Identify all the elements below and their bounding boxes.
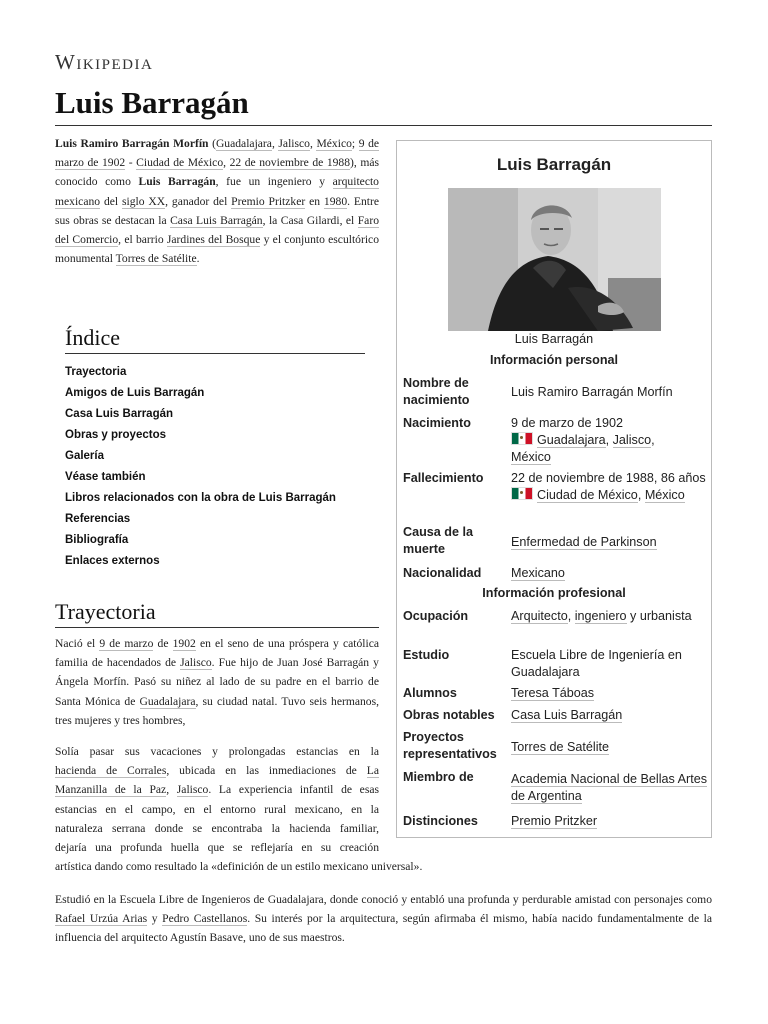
row-label: Causa de la muerte: [403, 525, 473, 556]
trayectoria-paragraph-1: [55, 634, 379, 730]
text: -: [125, 156, 137, 170]
link-birth-year[interactable]: 1902: [172, 637, 196, 650]
toc-item[interactable]: Obras y proyectos: [65, 429, 166, 441]
page-title: Luis Barragán: [55, 85, 249, 120]
lead-paragraph: [55, 134, 379, 268]
link-engineer[interactable]: ingeniero: [574, 609, 627, 623]
row-value: [511, 813, 711, 830]
text-line: estancias en el campo, en el entorno rural mexicano, en la: [55, 802, 379, 816]
link-academy[interactable]: Academia Nacional de Bellas Artes de Argentina: [511, 772, 708, 803]
toc-heading: Índice: [65, 325, 365, 354]
row-label: Ocupación: [403, 609, 469, 623]
wikipedia-wordmark[interactable]: Wikipedia: [55, 50, 154, 74]
row-label: Proyectos representativos: [403, 730, 497, 761]
text: y: [147, 912, 163, 926]
text: ), más conocido como: [55, 156, 379, 189]
text: ;: [351, 137, 359, 150]
row-value: 22 de noviembre de 1988, 86 años Ciudad de México, México: [511, 471, 706, 502]
text-line: dejaría una profunda huella que se reflejaría en su creación: [55, 841, 379, 855]
death-date: 22 de noviembre de 1988, 86 años: [511, 471, 706, 485]
row-value: 9 de marzo de 1902 Guadalajara, Jalisco, México: [511, 416, 655, 464]
text: ,: [223, 156, 230, 170]
link-parkinson[interactable]: Enfermedad de Parkinson: [511, 535, 657, 549]
text: en: [305, 194, 324, 208]
link-jalisco[interactable]: Jalisco: [180, 656, 212, 670]
mexico-flag-icon: [511, 432, 533, 445]
text: , su ciudad natal. Tuvo seis hermanos, tres mujeres y tres hombres,: [55, 694, 380, 727]
link-prize[interactable]: Premio Pritzker: [231, 194, 306, 208]
known-as-name: Luis Barragán: [138, 175, 216, 189]
toc-item[interactable]: Enlaces externos: [65, 555, 160, 567]
text: en el seno de una próspera y católica familia de hacendados de: [55, 637, 379, 670]
text: y urbanista: [626, 609, 692, 623]
link-project[interactable]: Torres de Satélite: [511, 740, 610, 754]
link-work-casa[interactable]: Casa Luis Barragán: [170, 213, 263, 227]
photo-caption: Luis Barragán: [514, 332, 594, 346]
toc-item[interactable]: Bibliografía: [65, 534, 129, 546]
text: . Su interés por la arquitectura, según afirmaba él mismo, había nacido fundamentalmente de la influencia del arquitecto Agustín Basave, uno de sus maestros.: [55, 912, 713, 945]
row-value: [511, 739, 711, 756]
link-work-jardines[interactable]: Jardines del Bosque: [166, 233, 261, 247]
text: del: [100, 194, 122, 208]
row-label: Nacimiento: [403, 416, 471, 430]
link-profession[interactable]: arquitecto mexicano: [55, 175, 379, 208]
link-work-torres[interactable]: Torres de Satélite: [115, 252, 197, 266]
link-rafael-urzua[interactable]: Rafael Urzúa Arias: [55, 912, 148, 926]
text: ,: [309, 137, 317, 150]
text: .: [196, 252, 200, 266]
toc-item[interactable]: Libros relacionados con la obra de Luis Barragán: [65, 492, 336, 504]
birth-date: 9 de marzo de 1902: [511, 416, 624, 430]
text: de: [153, 637, 173, 650]
section-heading-trayectoria: Trayectoria: [55, 599, 379, 628]
row-label: Obras notables: [403, 708, 495, 722]
text: y el conjunto escultórico monumental: [55, 233, 380, 266]
text-line: Solía pasar sus vacaciones y prolongadas estancias en la: [55, 745, 379, 758]
row-value: Escuela Libre de Ingeniería en Guadalajara: [511, 648, 682, 679]
infobox: [396, 140, 712, 838]
link-jalisco-2[interactable]: Jalisco: [176, 783, 209, 797]
table-of-contents: [65, 325, 365, 572]
toc-item[interactable]: Véase también: [65, 471, 146, 483]
row-label: Nacionalidad: [403, 566, 482, 580]
link-birth-country[interactable]: México: [316, 137, 352, 150]
row-value: [511, 565, 711, 582]
text: . La experiencia infantil de esas: [208, 783, 379, 797]
text: , la Casa Gilardi, el: [262, 213, 358, 227]
trayectoria-paragraph-2: [55, 742, 455, 876]
link-birth-country[interactable]: México: [511, 450, 551, 464]
link-architect[interactable]: Arquitecto: [511, 609, 568, 623]
link-birth-day[interactable]: 9 de marzo: [99, 637, 154, 650]
row-label: Nombre de nacimiento: [403, 376, 470, 407]
link-student[interactable]: Teresa Táboas: [511, 686, 595, 700]
link-birth-city[interactable]: Guadalajara: [537, 433, 606, 447]
link-la-manzanilla-start[interactable]: La: [366, 764, 379, 778]
link-birth-state[interactable]: Jalisco: [612, 433, 652, 447]
text: . Entre sus obras se destacan la: [55, 194, 379, 227]
text-line: artística dando como resultado la «definición de un estilo mexicano universal».: [55, 860, 423, 874]
toc-item[interactable]: Amigos de Luis Barragán: [65, 387, 205, 399]
mexico-flag-icon: [511, 487, 533, 500]
portrait-image: [448, 188, 661, 331]
text-line: [55, 761, 379, 780]
text: Nació el: [55, 637, 100, 650]
link-death-city[interactable]: Ciudad de México: [136, 156, 224, 170]
text: , ganador del: [165, 194, 232, 208]
link-death-city[interactable]: Ciudad de México: [537, 488, 638, 502]
infobox-title: Luis Barragán: [496, 155, 612, 174]
toc-list: [65, 362, 365, 572]
text: , ubicada en las inmediaciones de: [166, 764, 357, 778]
text: . Fue hijo de Juan José Barragán y Ángela Morfín. Pasó su niñez al lado de su padre en el barrio de Santa Mónica de: [55, 656, 379, 708]
text: , fue un ingeniero y: [215, 175, 333, 189]
infobox-section-professional: Información profesional: [482, 586, 626, 600]
link-nationality[interactable]: Mexicano: [511, 566, 565, 580]
link-notable-work[interactable]: Casa Luis Barragán: [511, 708, 623, 722]
text-line: naturaleza serrana donde se encontraba la hacienda familiar,: [55, 821, 379, 835]
link-birth-date[interactable]: 9 de marzo de 1902: [55, 137, 380, 170]
text-line: [55, 780, 379, 799]
link-birth-state[interactable]: Jalisco: [278, 137, 310, 150]
link-pedro-castellanos[interactable]: Pedro Castellanos: [162, 912, 248, 926]
link-century[interactable]: siglo XX: [121, 194, 166, 208]
text: , el barrio: [118, 233, 167, 247]
text: (: [208, 137, 216, 150]
infobox-section-personal: Información personal: [489, 353, 619, 367]
toc-item[interactable]: Referencias: [65, 513, 131, 525]
subject-full-name: Luis Ramiro Barragán Morfín: [55, 137, 209, 150]
text: ,: [166, 783, 177, 797]
row-label: Fallecimiento: [403, 471, 484, 485]
link-year[interactable]: 1980: [323, 194, 348, 208]
text: ,: [271, 137, 279, 150]
link-manzanilla[interactable]: Manzanilla de la Paz: [55, 783, 167, 797]
link-guadalajara[interactable]: Guadalajara: [139, 694, 196, 708]
title-divider: [55, 125, 712, 126]
link-hacienda[interactable]: hacienda de Corrales: [55, 764, 167, 778]
row-label: Estudio: [403, 648, 450, 662]
row-value: [511, 707, 711, 724]
row-label: Alumnos: [403, 686, 457, 700]
text: Estudió en la Escuela Libre de Ingenieros de Guadalajara, donde conoció y entabló una profunda y perdurable amistad con personajes como: [55, 893, 712, 906]
row-value: [511, 685, 711, 702]
link-death-date[interactable]: 22 de noviembre de 1988: [229, 156, 351, 170]
row-label: Distinciones: [403, 814, 478, 828]
row-value: Luis Ramiro Barragán Morfín: [511, 385, 673, 399]
row-label: Miembro de: [403, 770, 474, 784]
toc-item[interactable]: Casa Luis Barragán: [65, 408, 174, 420]
toc-item[interactable]: Trayectoria: [65, 366, 127, 378]
link-award[interactable]: Premio Pritzker: [511, 814, 598, 828]
link-birth-city[interactable]: Guadalajara: [215, 137, 272, 150]
row-value: [511, 534, 711, 551]
portrait-photo[interactable]: [448, 188, 661, 331]
toc-item[interactable]: Galería: [65, 450, 104, 462]
row-value: [511, 771, 711, 805]
row-value: [511, 608, 711, 625]
text: ,: [567, 609, 575, 623]
link-death-country[interactable]: México: [644, 488, 685, 502]
trayectoria-paragraph-3: [55, 890, 712, 948]
link-work-faro[interactable]: Faro del Comercio: [55, 213, 379, 247]
